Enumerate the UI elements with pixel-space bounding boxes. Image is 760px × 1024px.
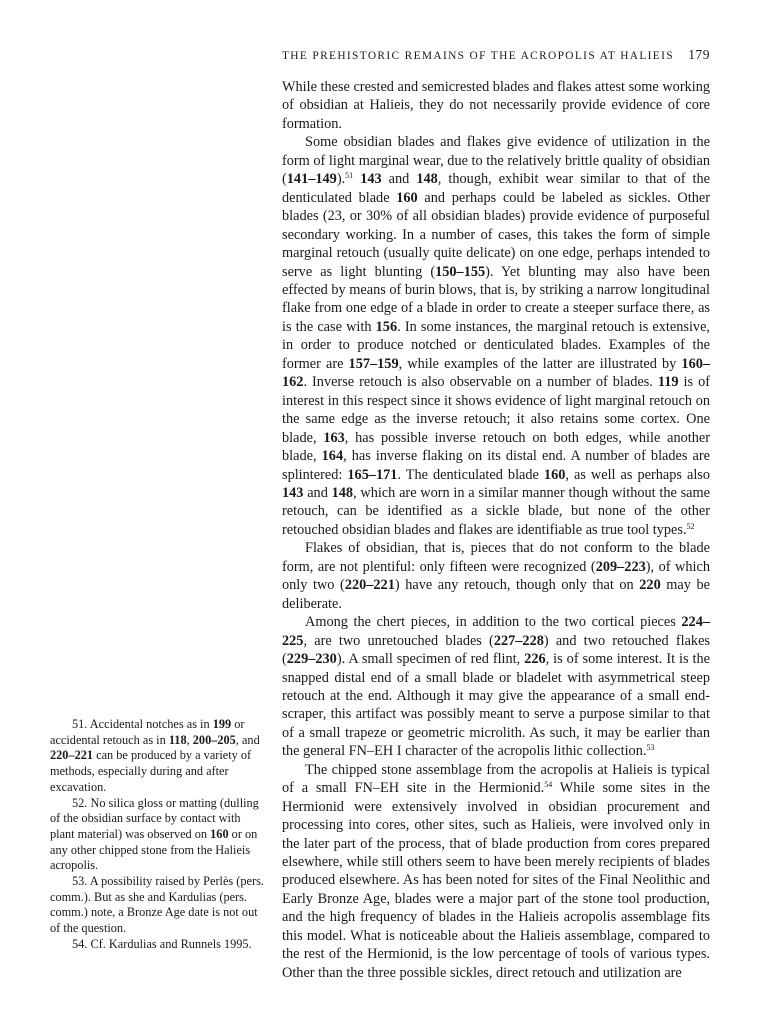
catalog-number: 220–221 <box>344 577 395 594</box>
footnote: 51. Accidental notches as in 199 or accidental retouch as in 118, 200–205, and 220–221 can be produced by a variety of methods, especially during and after excavation. <box>50 717 260 794</box>
footnotes-column <box>50 717 264 953</box>
running-head <box>282 47 710 63</box>
catalog-number: 209–223 <box>595 558 646 575</box>
catalog-number: 160–162 <box>282 355 711 391</box>
footnote: 52. No silica gloss or matting (dulling of the obsidian surface by contact with plant material) was observed on 160 or on any other chipped stone from the Halieis acropolis. <box>50 795 259 873</box>
footnote-ref: 54 <box>544 780 553 790</box>
catalog-number: 157–159 <box>348 355 399 372</box>
body-paragraph: Flakes of obsidian, that is, pieces that do not conform to the blade form, are not plentiful: only fifteen were recognized (209–223), of which only two (220–221) have any retouch, though only that on 220 may be deliberate. <box>282 540 711 612</box>
catalog-number: 227–228 <box>493 632 544 649</box>
body-paragraph: Some obsidian blades and flakes give evidence of utilization in the form of light marginal wear, due to the relatively brittle quality of obsidian (141–149).$^{51}$ 143 and 148, though, exhibit wear similar to that of the denticulated blade 160 and perhaps could be labeled as sickles. Other blades (23, or 30% of all obsidian blades) provide evidence of purposeful secondary working. In a number of cases, this takes the form of simple marginal retouch (usually quite delicate) on one edge, perhaps intended to serve as light blunting (150–155). Yet blunting may also have been effected by means of burin blows, that is, by striking a narrow longitudinal flake from one edge of a blade in order to create a steeper surface there, as is the case with 156. In some instances, the marginal retouch is extensive, in order to produce notched or denticulated blades. Examples of the former are 157–159, while examples of the latter are illustrated by 160–162. Inverse retouch is also observable on a number of blades. 119 is of interest in this respect since it shows evidence of light marginal retouch on the same edge as the inverse retouch; it also retains some cortex. One blade, 163, has possible inverse retouch on both edges, while another blade, 164, has inverse flaking on its distal end. A number of blades are splintered: 165–171. The denticulated blade 160, as well as perhaps also 143 and 148, which are worn in a similar manner though without the same retouch, can be identified as a sickle blade, but none of the other retouched obsidian blades and flakes are identifiable as true tool types.$^{52}$ <box>282 134 711 538</box>
catalog-number: 119 <box>657 374 679 391</box>
catalog-number: 148 <box>331 484 354 501</box>
footnote: 54. Cf. Kardulias and Runnels 1995. <box>72 936 252 951</box>
catalog-number: 143 <box>360 171 382 188</box>
catalog-number: 150–155 <box>435 263 486 280</box>
footnote-ref: 53 <box>646 743 655 753</box>
catalog-number: 220 <box>639 577 661 594</box>
main-text-column <box>282 78 710 982</box>
catalog-number: 165–171 <box>347 466 398 483</box>
catalog-number: 160 <box>396 189 418 206</box>
catalog-number: 220–221 <box>50 748 94 763</box>
body-paragraph: While these crested and semicrested blades and flakes attest some working of obsidian at Halieis, they do not necessarily provide evidence of core formation. <box>282 79 710 132</box>
footnote-ref: 51 <box>345 171 354 181</box>
catalog-number: 224–225 <box>282 614 710 649</box>
footnote: 53. A possibility raised by Perlès (pers. comm.). But as she and Kardulias (pers. comm.) note, a Bronze Age date is not out of the question. <box>50 874 264 936</box>
catalog-number: 156 <box>375 318 398 335</box>
catalog-number: 148 <box>416 171 438 188</box>
catalog-number: 141–149 <box>286 171 337 188</box>
catalog-number: 160 <box>543 466 566 483</box>
catalog-number: 229–230 <box>286 651 337 668</box>
catalog-number: 199 <box>212 717 232 731</box>
body-paragraph: Among the chert pieces, in addition to the two cortical pieces 224–225, are two unretouched blades (227–228) and two retouched flakes (229–230). A small specimen of red flint, 226, is of some interest. It is the snapped distal end of a small blade or bladelet with asymmetrical steep retouch at the end. Although it may give the appearance of a small end-scraper, this artifact was possibly meant to serve a purpose similar to that of a small trapeze or geometric microlith. As such, it may be earlier than the general FN–EH I character of the acropolis lithic collection.$^{53}$ <box>282 614 710 760</box>
catalog-number: 118 <box>168 732 187 747</box>
catalog-number: 160 <box>210 826 229 841</box>
catalog-number: 143 <box>282 484 304 501</box>
catalog-number: 164 <box>321 448 344 465</box>
catalog-number: 200–205 <box>192 732 236 747</box>
catalog-number: 163 <box>323 429 345 446</box>
footnote-ref: 52 <box>686 521 695 531</box>
running-title: THE PREHISTORIC REMAINS OF THE ACROPOLIS AT HALIEIS <box>282 50 674 62</box>
body-paragraph: The chipped stone assemblage from the acropolis at Halieis is typical of a small FN–EH site in the Hermionid.$^{54}$ While some sites in the Hermionid were extensively involved in obsidian procurement and processing into cores, other sites, such as Halieis, were involved only in the later part of the process, that of blade production from cores prepared elsewhere, while still others seem to have been merely recipients of blades produced elsewhere. As has been noted for sites of the Final Neolithic and Early Bronze Age, blades were a major part of the stone tool production, and the high frequency of blades in the Halieis acropolis assemblage fits this model. What is noticeable about the Halieis assemblage, compared to the rest of the Hermionid, is the low percentage of tools of various types. Other than the three possible sickles, direct retouch and utilization are <box>282 761 711 981</box>
page-number: 179 <box>688 47 710 62</box>
catalog-number: 226 <box>524 651 546 668</box>
